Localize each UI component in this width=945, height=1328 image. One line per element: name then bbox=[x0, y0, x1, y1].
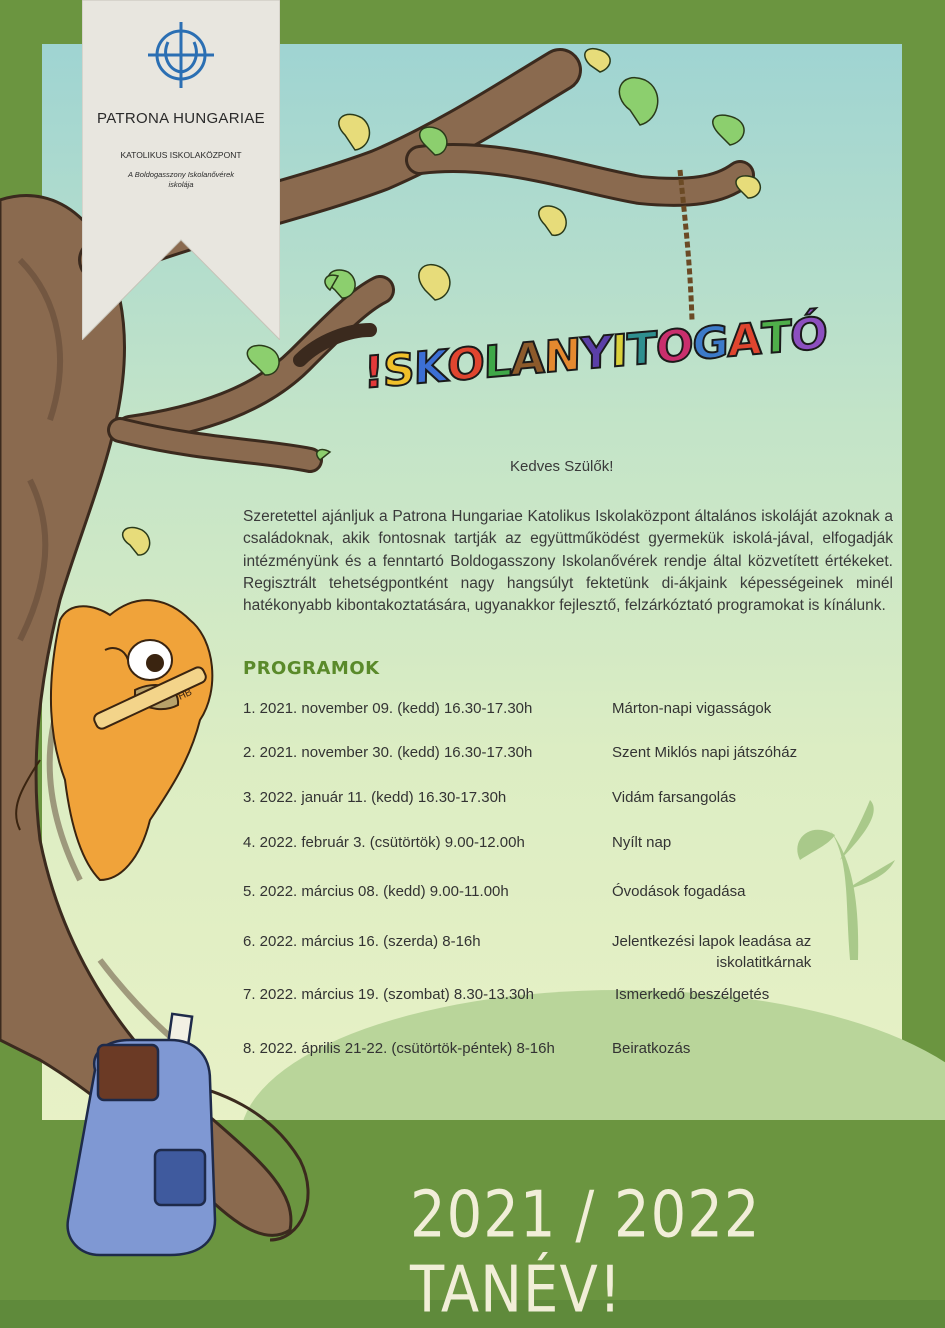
event-date: 4. 2022. február 3. (csütörtök) 9.00-12.00h bbox=[243, 834, 525, 851]
event-name: Óvodások fogadása bbox=[612, 883, 746, 900]
event-name: Vidám farsangolás bbox=[612, 789, 736, 806]
event-date: 7. 2022. március 19. (szombat) 8.30-13.30h bbox=[243, 986, 534, 1003]
greeting: Kedves Szülők! bbox=[510, 458, 614, 475]
title-letter: G bbox=[691, 316, 729, 371]
event-name: Szent Miklós napi játszóház bbox=[612, 744, 798, 761]
title-letter: ! bbox=[363, 346, 384, 399]
title-letter: S bbox=[382, 343, 415, 398]
brand-name: PATRONA HUNGARIAE bbox=[97, 110, 265, 127]
intro-paragraph: Szeretettel ajánljuk a Patrona Hungariae Katolikus Iskolaközpont általános iskoláját azoknak a családoknak, akik fontosnak tartják az együttműködést gyermekük iskolá-jával, elfogadják intézményünk és a fenntartó Boldogasszony Iskolanővérek rendje által közvetített értékeket. Regisztrált tehetségpontként nagy hangsúlyt fektetünk di-ákjaink képességeinek minél hatékonyabb kibontakoztatására, ugyanakkor fejlesztő, felzárkóztató programokat is kínálunk. bbox=[243, 508, 893, 615]
event-name: Nyílt nap bbox=[612, 834, 672, 851]
sprout-plant bbox=[797, 800, 895, 960]
brand-subtitle: KATOLIKUS ISKOLAKÖZPONT bbox=[120, 150, 242, 160]
event-date: 5. 2022. március 08. (kedd) 9.00-11.00h bbox=[243, 883, 509, 900]
title-letter: N bbox=[543, 329, 581, 384]
event-name: Jelentkezési lapok leadása az iskolatitkárnak bbox=[612, 933, 812, 971]
school-year-banner: 2021 / 2022 TANÉV! bbox=[410, 1178, 761, 1328]
title-letter: T bbox=[626, 322, 657, 377]
title-letter: O bbox=[655, 319, 693, 374]
title-letter: A bbox=[510, 332, 545, 387]
brand-motto: A Boldogasszony Iskolanővérek iskolája bbox=[127, 170, 235, 189]
event-date: 3. 2022. január 11. (kedd) 16.30-17.30h bbox=[243, 789, 507, 806]
event-name: Márton-napi vigasságok bbox=[612, 700, 772, 717]
title-letter: A bbox=[727, 313, 762, 368]
title-letter: K bbox=[413, 340, 448, 395]
pencil-label: HB bbox=[176, 686, 194, 703]
event-date: 2. 2021. november 30. (kedd) 16.30-17.30h bbox=[243, 744, 533, 761]
event-date: 1. 2021. november 09. (kedd) 16.30-17.30h bbox=[243, 700, 533, 717]
event-name: Beiratkozás bbox=[612, 1040, 691, 1057]
event-date: 6. 2022. március 16. (szerda) 8-16h bbox=[243, 933, 481, 950]
title-letter: Ó bbox=[789, 308, 828, 363]
title-letter: I bbox=[610, 325, 628, 378]
title-letter: O bbox=[446, 337, 485, 392]
title-letter: Y bbox=[579, 326, 612, 381]
title-letter: L bbox=[483, 335, 512, 389]
event-name: Ismerkedő beszélgetés bbox=[615, 986, 770, 1003]
event-date: 8. 2022. április 21-22. (csütörtök-péntek) 8-16h bbox=[243, 1040, 555, 1057]
programs-heading: PROGRAMOK bbox=[243, 658, 380, 679]
title-letter: T bbox=[760, 311, 791, 365]
